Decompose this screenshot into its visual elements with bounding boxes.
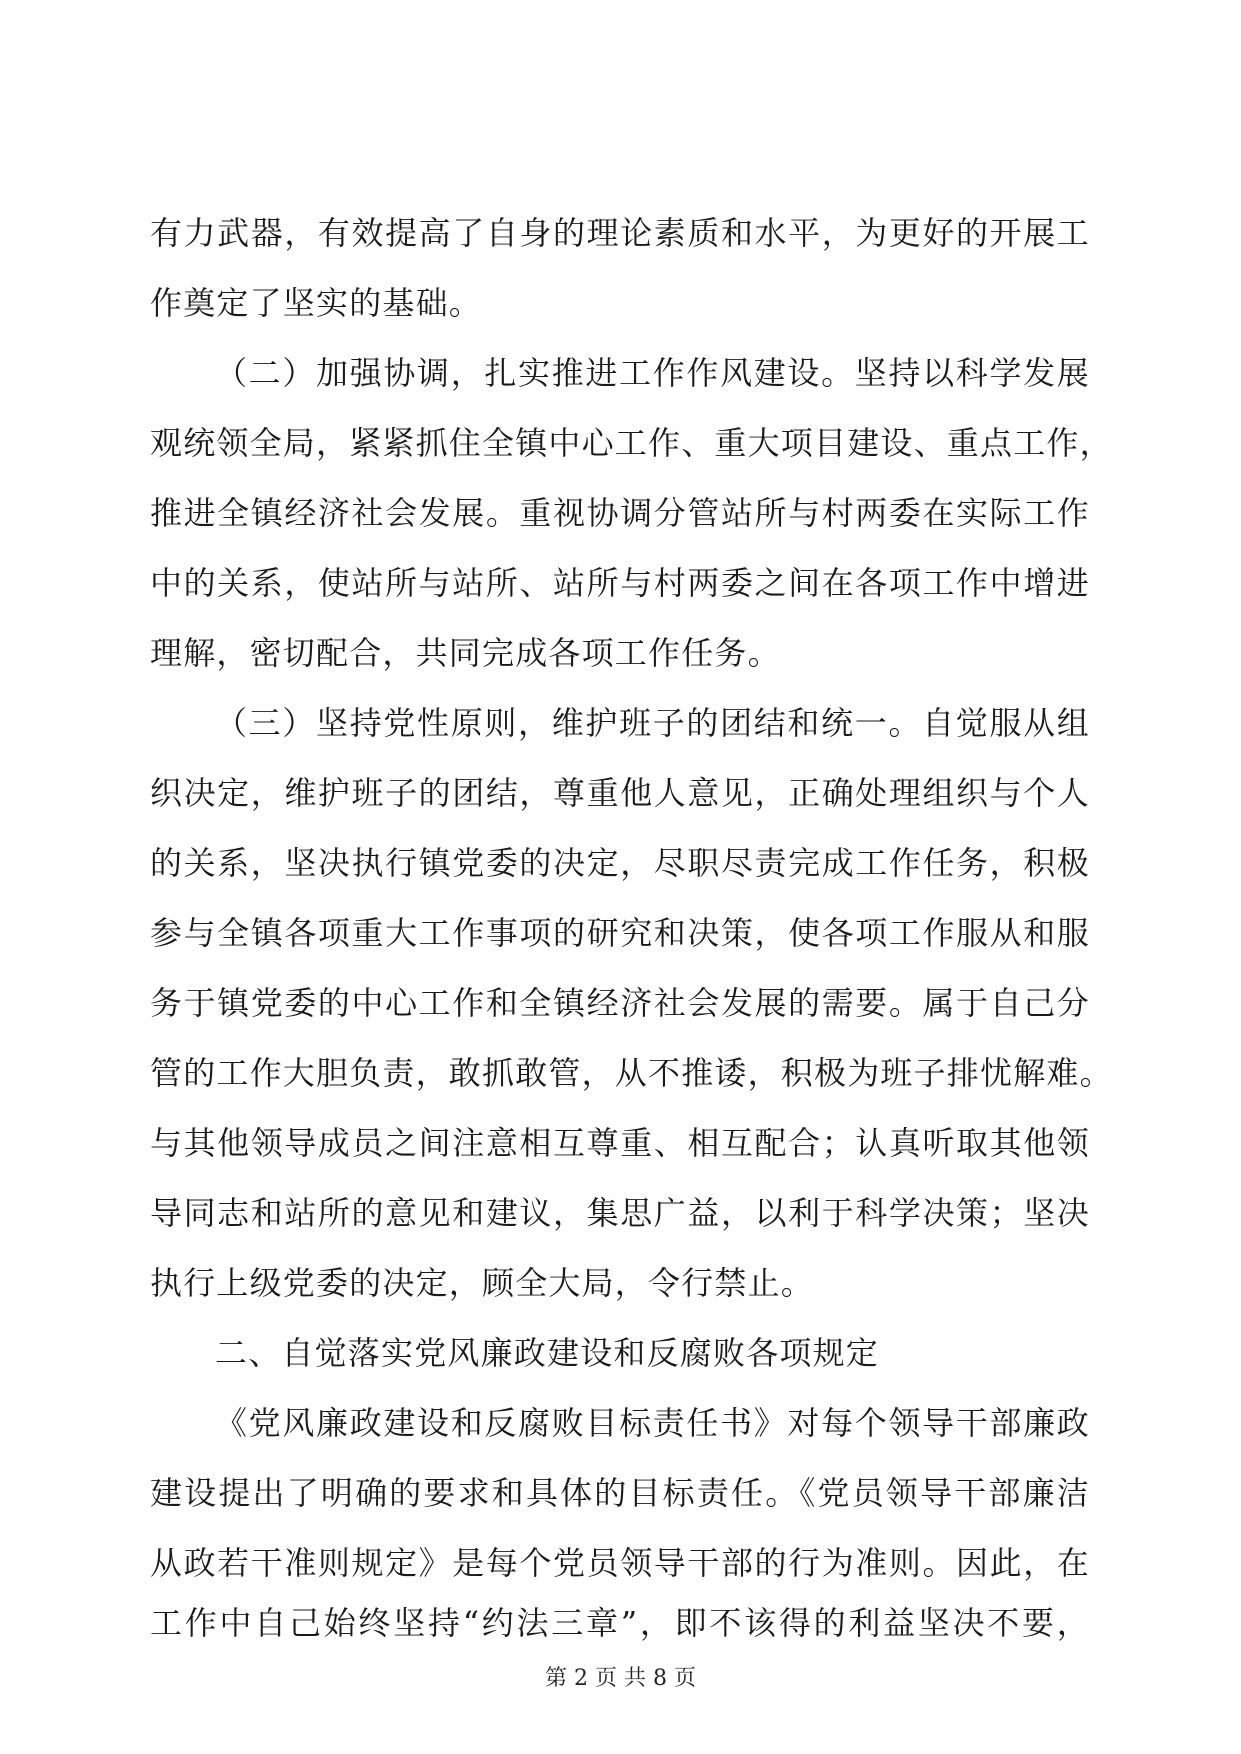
text-line: 建设提出了明确的要求和具体的目标责任。《党员领导干部廉洁 bbox=[150, 1474, 1090, 1512]
page-footer: 第 2 页 共 8 页 bbox=[545, 1666, 696, 1691]
text-line: 执行上级党委的决定，顾全大局，令行禁止。 bbox=[150, 1264, 815, 1302]
text-line: 《党风廉政建设和反腐败目标责任书》对每个领导干部廉政 bbox=[215, 1404, 1090, 1442]
text-line: 务于镇党委的中心工作和全镇经济社会发展的需要。属于自己分 bbox=[150, 984, 1090, 1022]
text-line: 参与全镇各项重大工作事项的研究和决策，使各项工作服从和服 bbox=[150, 914, 1090, 952]
text-line: 织决定，维护班子的团结，尊重他人意见，正确处理组织与个人 bbox=[150, 774, 1090, 812]
text-line: 的关系，坚决执行镇党委的决定，尽职尽责完成工作任务，积极 bbox=[150, 844, 1090, 882]
text-line: （二）加强协调，扎实推进工作作风建设。坚持以科学发展 bbox=[215, 354, 1090, 392]
text-line: 从政若干准则规定》是每个党员领导干部的行为准则。因此，在 bbox=[150, 1544, 1090, 1582]
section-heading: 二、自觉落实党风廉政建设和反腐败各项规定 bbox=[215, 1334, 880, 1372]
text-line: 导同志和站所的意见和建议，集思广益，以利于科学决策；坚决 bbox=[150, 1194, 1090, 1232]
text-line: 观统领全局，紧紧抓住全镇中心工作、重大项目建设、重点工作， bbox=[150, 424, 1113, 462]
text-line: 与其他领导成员之间注意相互尊重、相互配合；认真听取其他领 bbox=[150, 1124, 1090, 1162]
text-line: 有力武器，有效提高了自身的理论素质和水平，为更好的开展工 bbox=[150, 214, 1090, 252]
text-line: 管的工作大胆负责，敢抓敢管，从不推诿，积极为班子排忧解难。 bbox=[150, 1054, 1113, 1092]
text-line: 作奠定了坚实的基础。 bbox=[150, 284, 483, 322]
text-line: 中的关系，使站所与站所、站所与村两委之间在各项工作中增进 bbox=[150, 564, 1090, 602]
text-line: 工作中自己始终坚持“约法三章”，即不该得的利益坚决不要， bbox=[150, 1604, 1090, 1642]
text-line: 推进全镇经济社会发展。重视协调分管站所与村两委在实际工作 bbox=[150, 494, 1090, 532]
text-line: 理解，密切配合，共同完成各项工作任务。 bbox=[150, 634, 781, 672]
text-line: （三）坚持党性原则，维护班子的团结和统一。自觉服从组 bbox=[215, 704, 1090, 742]
